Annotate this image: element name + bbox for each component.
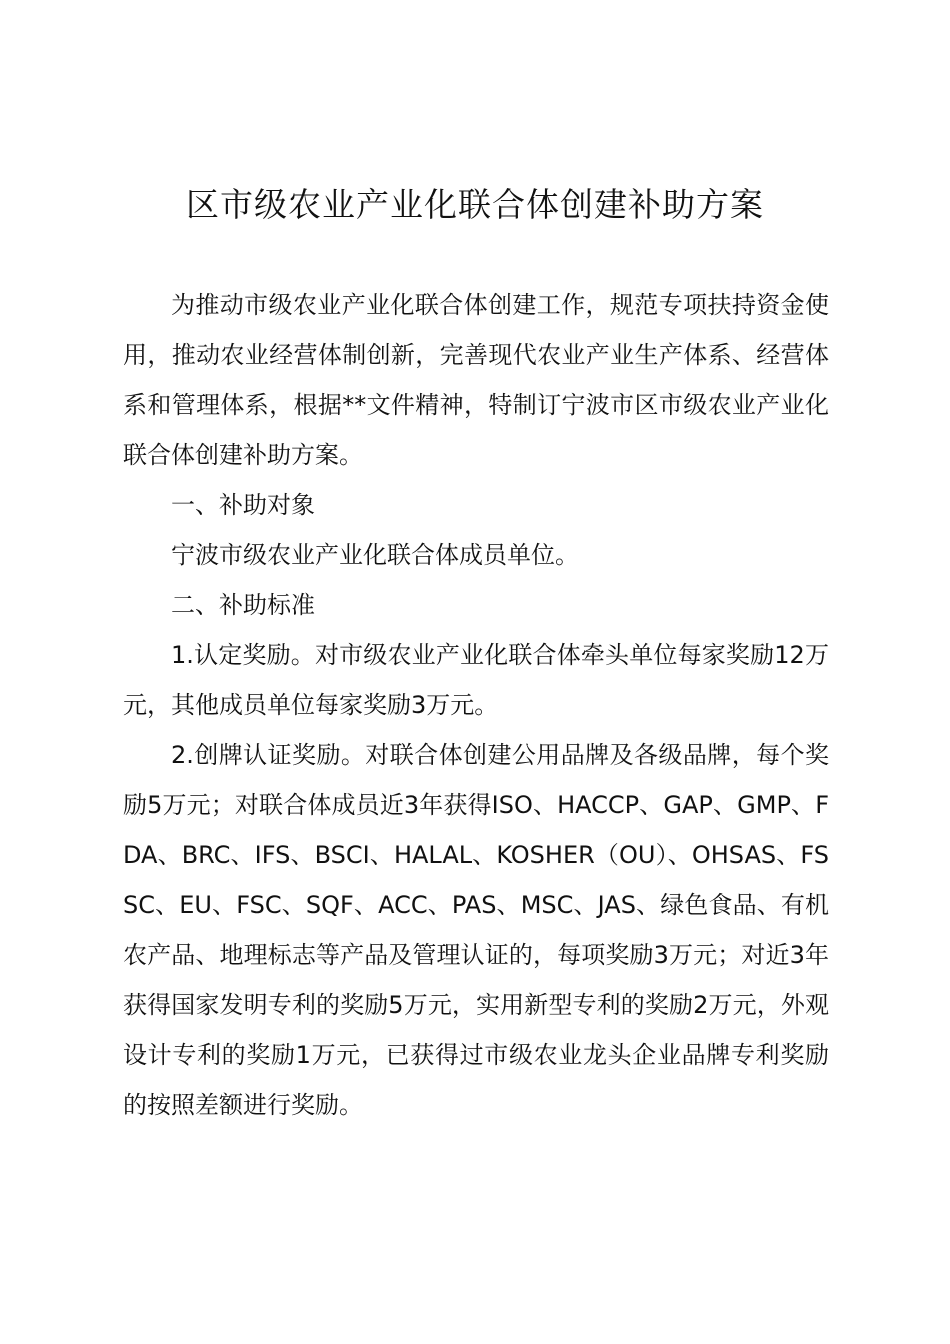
intro-paragraph: 为推动市级农业产业化联合体创建工作，规范专项扶持资金使用，推动农业经营体制创新，完善现代农业产业生产体系、经营体系和管理体系，根据**文件精神，特制订宁波市区市级农业产业化联合体创建补助方案。: [123, 291, 829, 469]
section-heading-subsidy-standard: 二、补助标准: [171, 591, 315, 619]
standard-item-2-paragraph: 2.创牌认证奖励。对联合体创建公用品牌及各级品牌，每个奖励5万元；对联合体成员近3年获得ISO、HACCP、GAP、GMP、FDA、BRC、IFS、BSCI、HALAL、KOSHER（OU）、OHSAS、FSSC、EU、FSC、SQF、ACC、PAS、MSC、JAS、绿色食品、有机农产品、地理标志等产品及管理认证的，每项奖励3万元；对近3年获得国家发明专利的奖励5万元，实用新型专利的奖励2万元，外观设计专利的奖励1万元，已获得过市级农业龙头企业品牌专利奖励的按照差额进行奖励。: [123, 741, 829, 1119]
section-heading-subsidy-target: 一、补助对象: [171, 491, 315, 519]
document-body: [123, 280, 829, 1130]
document-title: 区市级农业产业化联合体创建补助方案: [186, 185, 764, 224]
subsidy-target-paragraph: 宁波市级农业产业化联合体成员单位。: [171, 541, 579, 569]
standard-item-1-paragraph: 1.认定奖励。对市级农业产业化联合体牵头单位每家奖励12万元，其他成员单位每家奖励3万元。: [123, 641, 829, 719]
